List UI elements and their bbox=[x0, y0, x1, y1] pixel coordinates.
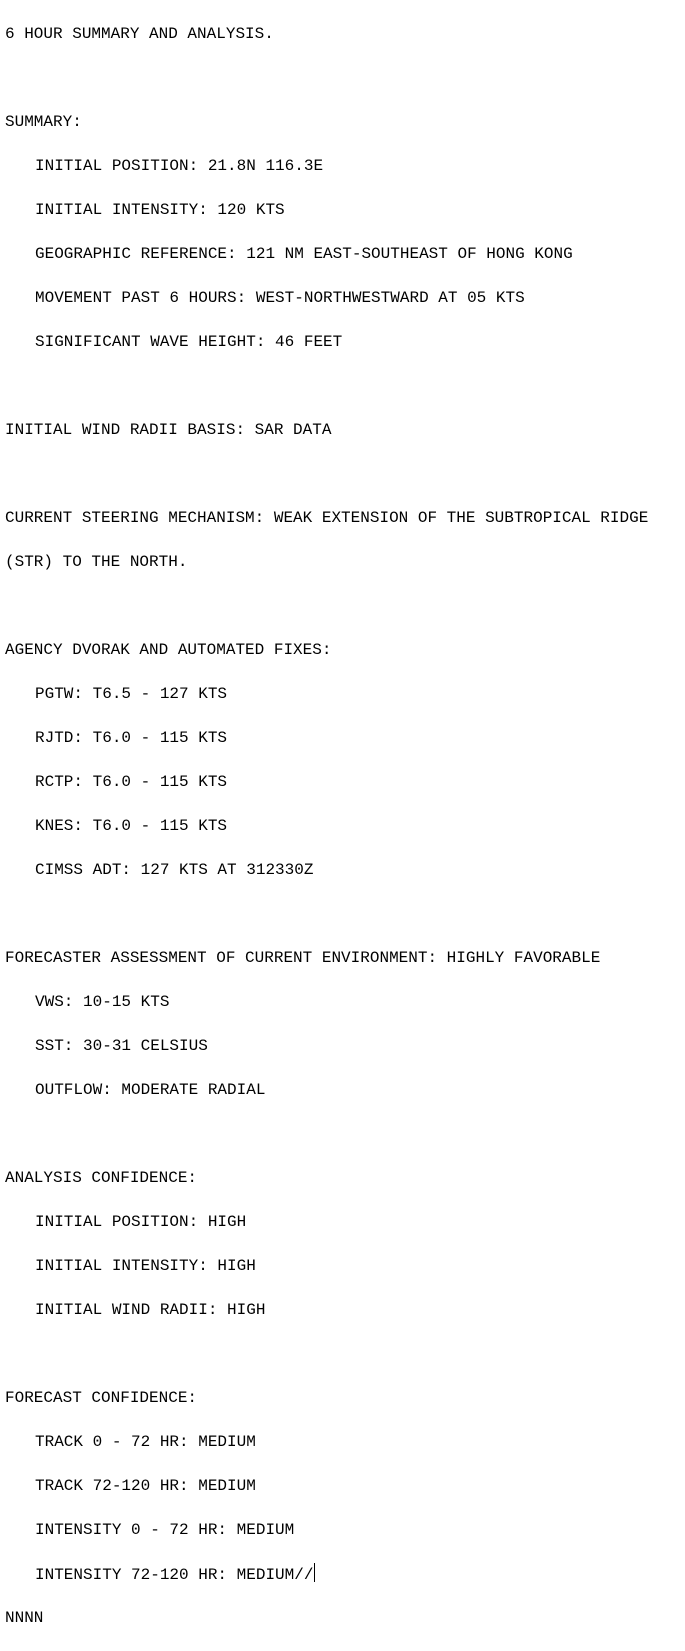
initial-intensity: INITIAL INTENSITY: 120 KTS bbox=[35, 201, 285, 219]
analysis-confidence-position: INITIAL POSITION: HIGH bbox=[35, 1213, 247, 1231]
fixes-heading: AGENCY DVORAK AND AUTOMATED FIXES: bbox=[5, 641, 332, 659]
steering-mechanism-line-1: CURRENT STEERING MECHANISM: WEAK EXTENSION OF THE SUBTROPICAL RIDGE bbox=[5, 509, 649, 527]
blank-line bbox=[5, 595, 648, 617]
blank-line bbox=[5, 1123, 648, 1145]
initial-position: INITIAL POSITION: 21.8N 116.3E bbox=[35, 157, 324, 175]
blank-line bbox=[5, 1343, 648, 1365]
forecast-confidence-intensity-72-120-row bbox=[5, 1563, 648, 1585]
summary-heading: SUMMARY: bbox=[5, 113, 82, 131]
environment-heading: FORECASTER ASSESSMENT OF CURRENT ENVIRONMENT: HIGHLY FAVORABLE bbox=[5, 949, 601, 967]
analysis-confidence-intensity: INITIAL INTENSITY: HIGH bbox=[35, 1257, 256, 1275]
fix-rjtd: RJTD: T6.0 - 115 KTS bbox=[35, 729, 228, 747]
blank-line bbox=[5, 375, 648, 397]
significant-wave-height: SIGNIFICANT WAVE HEIGHT: 46 FEET bbox=[35, 333, 343, 351]
forecast-confidence-intensity-72-120: INTENSITY 72-120 HR: MEDIUM// bbox=[35, 1566, 314, 1584]
fix-rctp: RCTP: T6.0 - 115 KTS bbox=[35, 773, 228, 791]
blank-line bbox=[5, 463, 648, 485]
wind-radii-basis: INITIAL WIND RADII BASIS: SAR DATA bbox=[5, 421, 332, 439]
forecast-confidence-heading: FORECAST CONFIDENCE: bbox=[5, 1389, 198, 1407]
geographic-reference: GEOGRAPHIC REFERENCE: 121 NM EAST-SOUTHEAST OF HONG KONG bbox=[35, 245, 573, 263]
end-marker: NNNN bbox=[5, 1609, 44, 1627]
fix-cimss-adt: CIMSS ADT: 127 KTS AT 312330Z bbox=[35, 861, 314, 879]
fix-pgtw: PGTW: T6.5 - 127 KTS bbox=[35, 685, 228, 703]
text-cursor bbox=[314, 1563, 315, 1582]
forecast-confidence-track-72-120: TRACK 72-120 HR: MEDIUM bbox=[35, 1477, 256, 1495]
analysis-confidence-wind-radii: INITIAL WIND RADII: HIGH bbox=[35, 1301, 266, 1319]
movement-past-6-hours: MOVEMENT PAST 6 HOURS: WEST-NORTHWESTWARD AT 05 KTS bbox=[35, 289, 525, 307]
blank-line bbox=[5, 67, 648, 89]
analysis-confidence-heading: ANALYSIS CONFIDENCE: bbox=[5, 1169, 198, 1187]
environment-outflow: OUTFLOW: MODERATE RADIAL bbox=[35, 1081, 266, 1099]
environment-sst: SST: 30-31 CELSIUS bbox=[35, 1037, 208, 1055]
forecast-confidence-track-0-72: TRACK 0 - 72 HR: MEDIUM bbox=[35, 1433, 256, 1451]
bulletin-text[interactable] bbox=[5, 1, 648, 1651]
bulletin-title: 6 HOUR SUMMARY AND ANALYSIS. bbox=[5, 25, 274, 43]
environment-vws: VWS: 10-15 KTS bbox=[35, 993, 170, 1011]
fix-knes: KNES: T6.0 - 115 KTS bbox=[35, 817, 228, 835]
forecast-confidence-intensity-0-72: INTENSITY 0 - 72 HR: MEDIUM bbox=[35, 1521, 295, 1539]
steering-mechanism-line-2: (STR) TO THE NORTH. bbox=[5, 553, 188, 571]
blank-line bbox=[5, 903, 648, 925]
